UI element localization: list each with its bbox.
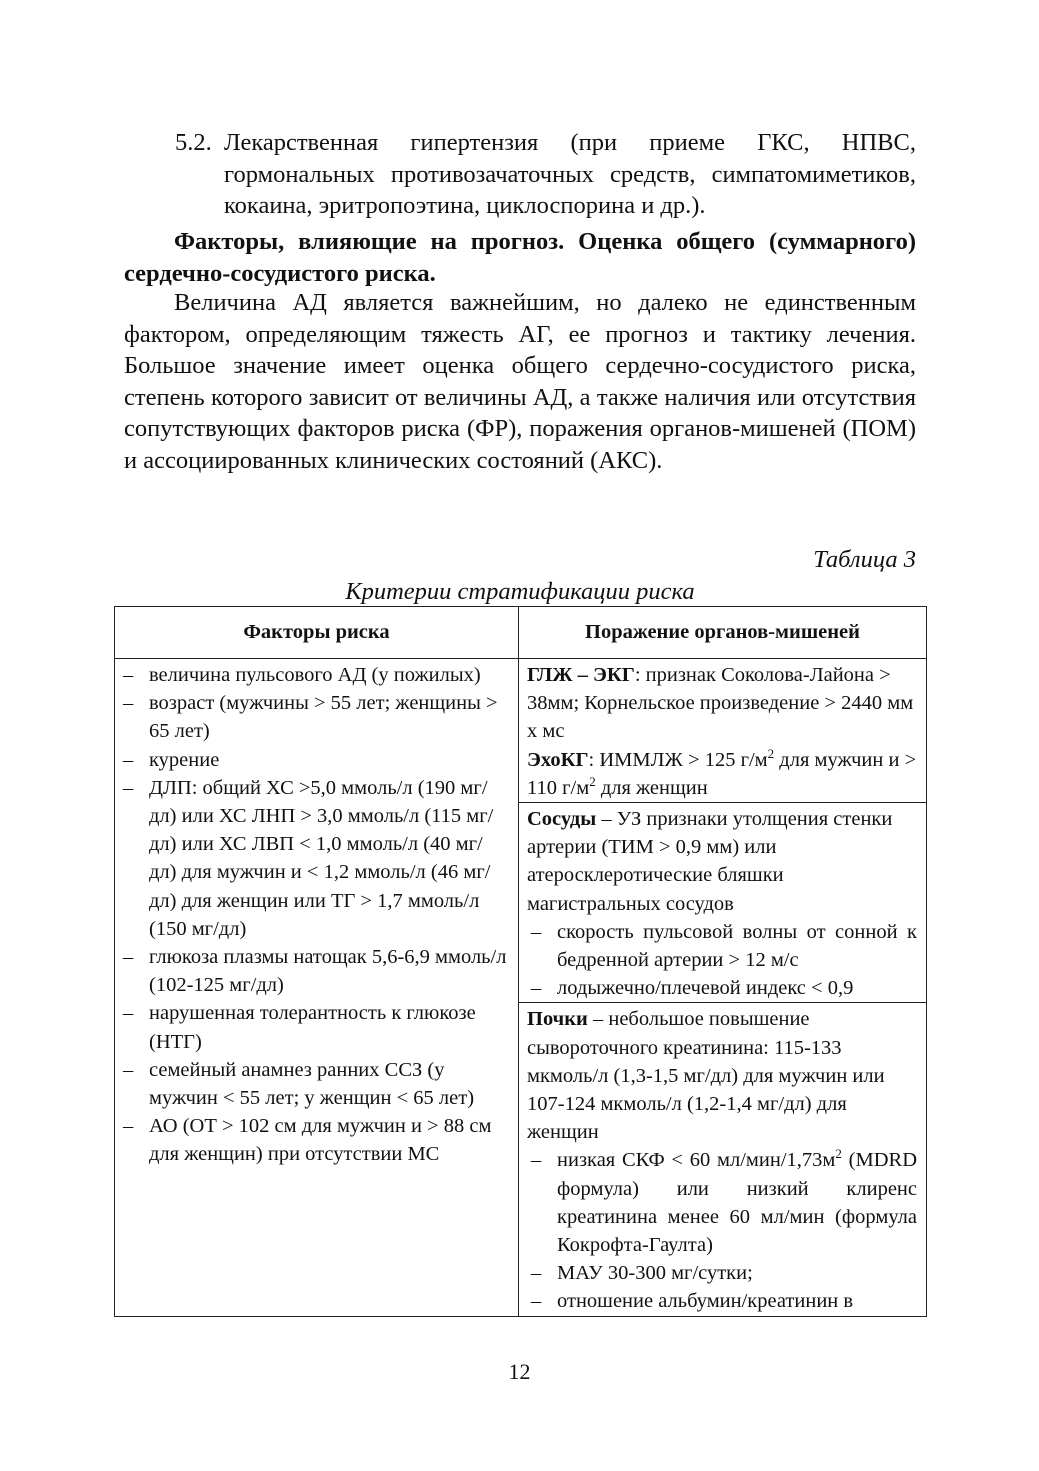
table-label: Таблица 3 [813, 546, 916, 573]
list-item: – отношение альбумин/креатинин в [531, 1290, 854, 1313]
kidneys-text: Почки – небольшое повышение сывороточного креатинина: 115-133 мкмоль/л (1,3-1,5 мг/дл) для мужчин или 107-124 мкмоль/л (1,2-1,4 мг/дл) для женщин [527, 1008, 885, 1144]
list-item: – возраст (мужчины > 55 лет; женщины > 65 лет) [123, 692, 498, 743]
header-target-organs: Поражение органов-мишеней [519, 607, 927, 659]
risk-criteria-table [114, 606, 927, 1317]
lvh-echo-text: ЭхоКГ: ИММЛЖ > 125 $г/м^2$ для мужчин и > 110 $г/м^2$ для женщин [527, 745, 917, 799]
list-item: – МАУ 30-300 мг/сутки; [531, 1262, 753, 1285]
list-item: – глюкоза плазмы натощак 5,6-6,9 ммоль/л (102-125 мг/дл) [123, 946, 507, 997]
list-item: – нарушенная толерантность к глюкозе (НТГ) [123, 1002, 476, 1053]
list-item: – ДЛП: общий ХС >5,0 ммоль/л (190 мг/дл) или ХС ЛНП > 3,0 ммоль/л (115 мг/дл) или ХС ЛВП < 1,0 ммоль/л (40 мг/дл) для мужчин и < 1,2 ммоль/л (46 мг/дл) для женщин или ТГ > 1,7 ммоль/л (150 мг/дл) [123, 776, 494, 940]
section-heading: Факторы, влияющие на прогноз. Оценка общего (суммарного) сердечно-сосудистого риска. [124, 228, 916, 287]
risk-factors-cell [115, 659, 519, 1317]
lvh-ecg-text: ГЛЖ – ЭКГ: признак Соколова-Лайона > 38мм; Корнельское произведение > 2440 мм х мс [527, 664, 914, 743]
page-number: 12 [508, 1359, 531, 1384]
list-item: – семейный анамнез ранних ССЗ (у мужчин < 55 лет; у женщин < 65 лет) [123, 1058, 475, 1110]
list-item: – скорость пульсовой волны от сонной к бедренной артерии > 12 м/с [531, 920, 917, 972]
vessels-cell [519, 803, 927, 1003]
kidneys-cell [519, 1003, 927, 1316]
list-item: – курение [123, 748, 220, 771]
list-item: – низкая СКФ < 60 $мл/мин/1,73м^2$ (MDRD формула) или низкий клиренс креатинина менее 60 мл/мин (формула Кокрофта-Гаулта) [531, 1146, 918, 1257]
list-item: – величина пульсового АД (у пожилых) [123, 664, 481, 686]
table-header-row [115, 607, 927, 659]
list-item: – АО (ОТ > 102 см для мужчин и > 88 см для женщин) при отсутствии МС [123, 1115, 492, 1166]
header-risk-factors: Факторы риска [115, 607, 519, 659]
vessels-text: Сосуды – УЗ признаки утолщения стенки артерии (ТИМ > 0,9 мм) или атеросклеротические бляшки магистральных сосудов [527, 808, 893, 915]
table-row [115, 659, 927, 803]
table-title: Критерии стратификации риска [345, 578, 695, 605]
list-item-text: Лекарственная гипертензия (при приеме ГКС, НПВС, гормональных противозачаточных средств, симпатомиметиков, кокаина, эритропоэтина, циклоспорина и др.). [224, 129, 916, 219]
list-item-number: 5.2. [175, 129, 212, 156]
list-item: – лодыжечно/плечевой индекс < 0,9 [531, 977, 854, 1000]
body-paragraph: Величина АД является важнейшим, но далеко не единственным фактором, определяющим тяжесть АГ, ее прогноз и тактику лечения. Большое значение имеет оценка общего сердечно-сосудистого риска, степень которого зависит от величины АД, а также наличия или отсутствия сопутствующих факторов риска (ФР), поражения органов-мишеней (ПОМ) и ассоциированных клинических состояний (АКС). [124, 289, 916, 474]
lvh-cell [519, 659, 927, 803]
